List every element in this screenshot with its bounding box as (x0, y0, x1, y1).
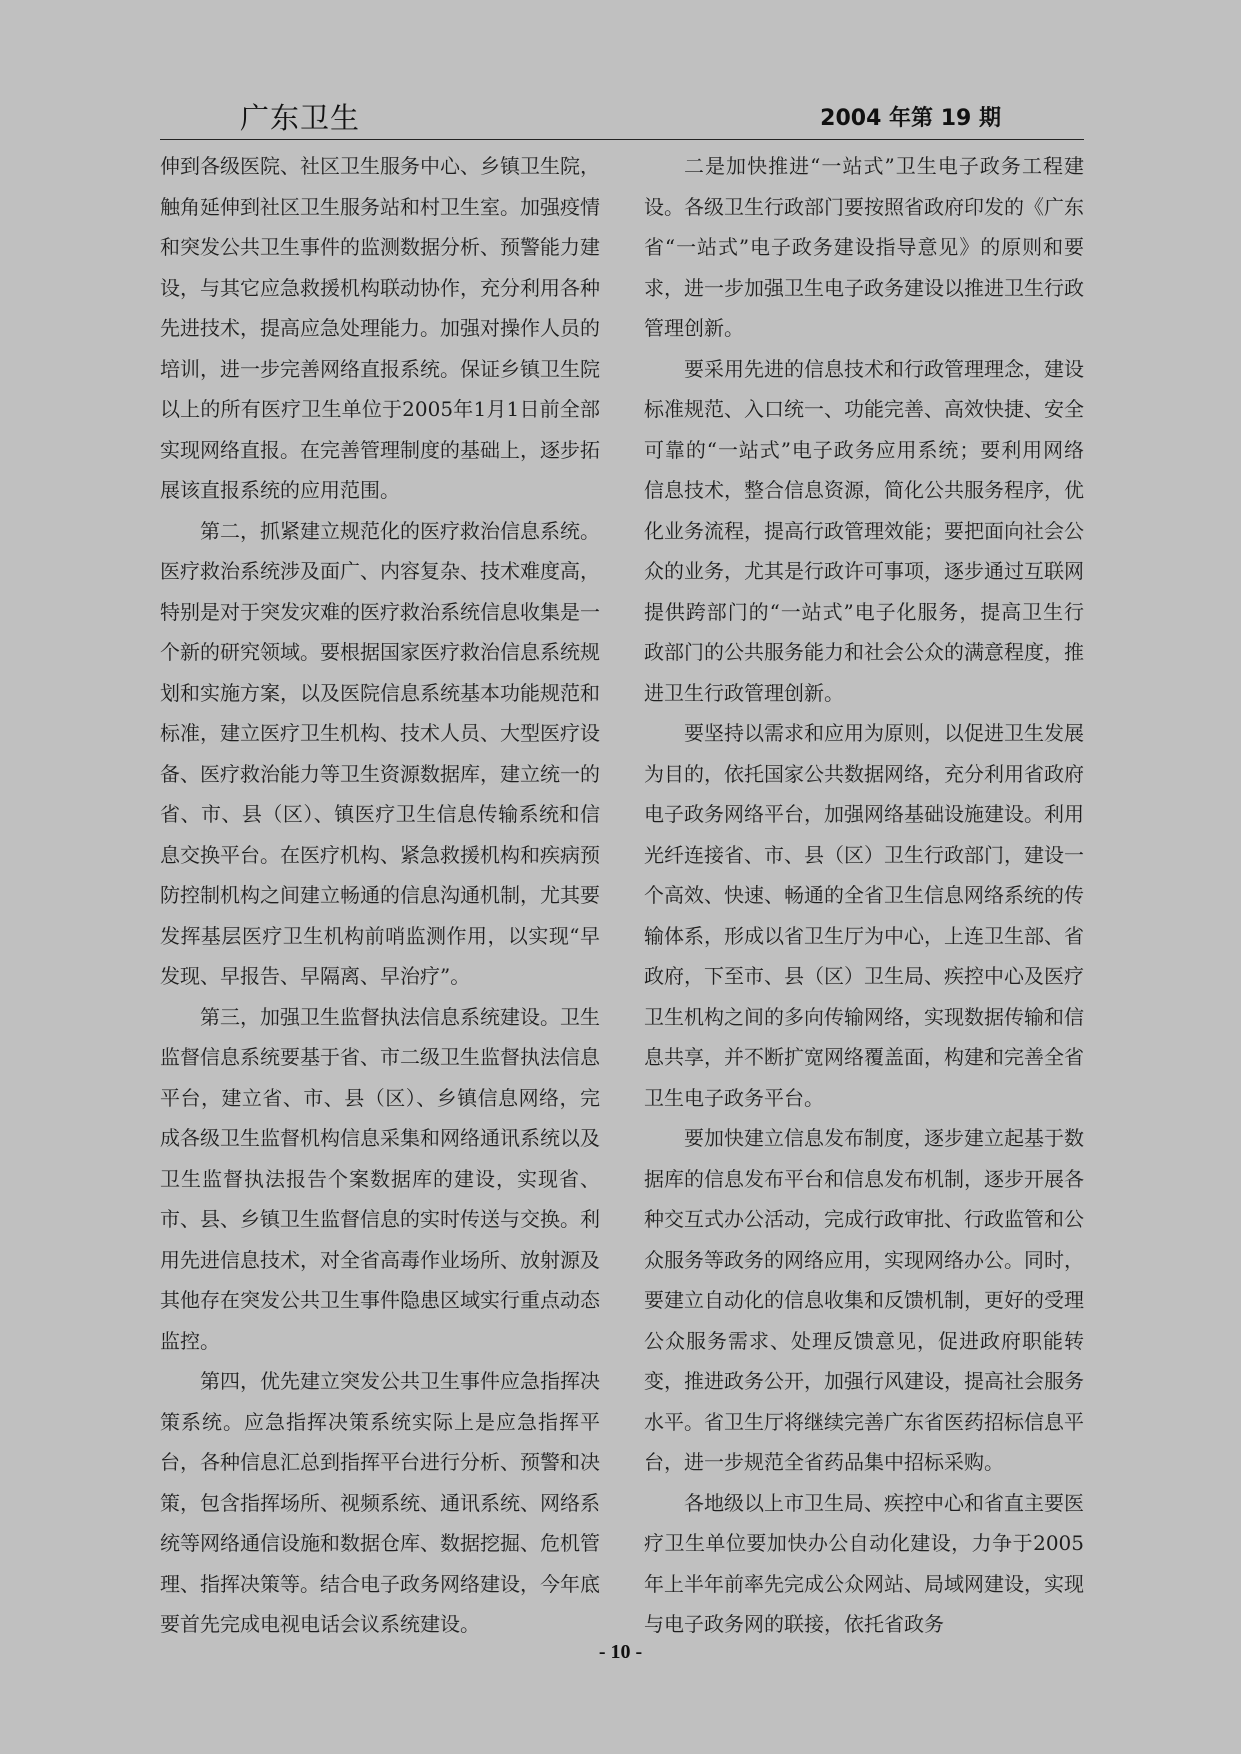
paragraph: 伸到各级医院、社区卫生服务中心、乡镇卫生院，触角延伸到社区卫生服务站和村卫生室。加强疫情和突发公共卫生事件的监测数据分析、预警能力建设，与其它应急救援机构联动协作，充分利用各种先进技术，提高应急处理能力。加强对操作人员的培训，进一步完善网络直报系统。保证乡镇卫生院以上的所有医疗卫生单位于2005年1月1日前全部实现网络直报。在完善管理制度的基础上，逐步拓展该直报系统的应用范围。 (160, 154, 600, 502)
paragraph: 第三，加强卫生监督执法信息系统建设。卫生监督信息系统要基于省、市二级卫生监督执法信息平台，建立省、市、县（区）、乡镇信息网络，完成各级卫生监督机构信息采集和网络通讯系统以及卫生监督执法报告个案数据库的建设，实现省、市、县、乡镇卫生监督信息的实时传送与交换。利用先进信息技术，对全省高毒作业场所、放射源及其他存在突发公共卫生事件隐患区域实行重点动态监控。 (160, 1004, 600, 1353)
paragraph: 各地级以上市卫生局、疾控中心和省直主要医疗卫生单位要加快办公自动化建设，力争于2005年上半年前率先完成公众网站、局域网建设，实现与电子政务网的联接，依托省政务 (644, 1490, 1084, 1636)
paragraph: 第四，优先建立突发公共卫生事件应急指挥决策系统。应急指挥决策系统实际上是应急指挥平台，各种信息汇总到指挥平台进行分析、预警和决策，包含指挥场所、视频系统、通讯系统、网络系统等网络通信设施和数据仓库、数据挖掘、危机管理、指挥决策等。结合电子政务网络建设，今年底要首先完成电视电话会议系统建设。 (160, 1369, 600, 1636)
journal-title: 广东卫生 (240, 101, 361, 135)
right-column (644, 146, 1084, 1645)
paragraph: 要坚持以需求和应用为原则，以促进卫生发展为目的，依托国家公共数据网络，充分利用省政府电子政务网络平台，加强网络基础设施建设。利用光纤连接省、市、县（区）卫生行政部门，建设一个高效、快速、畅通的全省卫生信息网络系统的传输体系，形成以省卫生厅为中心，上连卫生部、省政府，下至市、县（区）卫生局、疾控中心及医疗卫生机构之间的多向传输网络，实现数据传输和信息共享，并不断扩宽网络覆盖面，构建和完善全省卫生电子政务平台。 (644, 721, 1084, 1110)
paragraph: 要加快建立信息发布制度，逐步建立起基于数据库的信息发布平台和信息发布机制，逐步开展各种交互式办公活动，完成行政审批、行政监管和公众服务等政务的网络应用，实现网络办公。同时，要建立自动化的信息收集和反馈机制，更好的受理公众服务需求、处理反馈意见，促进政府职能转变，推进政务公开，加强行风建设，提高社会服务水平。省卫生厅将继续完善广东省医药招标信息平台，进一步规范全省药品集中招标采购。 (644, 1126, 1084, 1474)
paragraph: 二是加快推进“一站式”卫生电子政务工程建设。各级卫生行政部门要按照省政府印发的《广东省“一站式”电子政务建设指导意见》的原则和要求，进一步加强卫生电子政务建设以推进卫生行政管理创新。 (644, 154, 1084, 340)
paragraph: 第二，抓紧建立规范化的医疗救治信息系统。医疗救治系统涉及面广、内容复杂、技术难度高，特别是对于突发灾难的医疗救治系统信息收集是一个新的研究领域。要根据国家医疗救治信息系统规划和实施方案，以及医院信息系统基本功能规范和标准，建立医疗卫生机构、技术人员、大型医疗设备、医疗救治能力等卫生资源数据库，建立统一的省、市、县（区）、镇医疗卫生信息传输系统和信息交换平台。在医疗机构、紧急救援机构和疾病预防控制机构之间建立畅通的信息沟通机制，尤其要发挥基层医疗卫生机构前哨监测作用，以实现“早发现、早报告、早隔离、早治疗”。 (160, 518, 600, 988)
page-number: - 10 - (598, 1641, 643, 1663)
header-rule (160, 139, 1084, 140)
left-column (160, 146, 600, 1645)
issue-number: 2004 年第 19 期 (820, 106, 1001, 131)
paragraph: 要采用先进的信息技术和行政管理理念，建设标准规范、入口统一、功能完善、高效快捷、安全可靠的“一站式”电子政务应用系统；要利用网络信息技术，整合信息资源，简化公共服务程序，优化业务流程，提高行政管理效能；要把面向社会公众的业务，尤其是行政许可事项，逐步通过互联网提供跨部门的“一站式”电子化服务，提高卫生行政部门的公共服务能力和社会公众的满意程度，推进卫生行政管理创新。 (644, 356, 1084, 705)
